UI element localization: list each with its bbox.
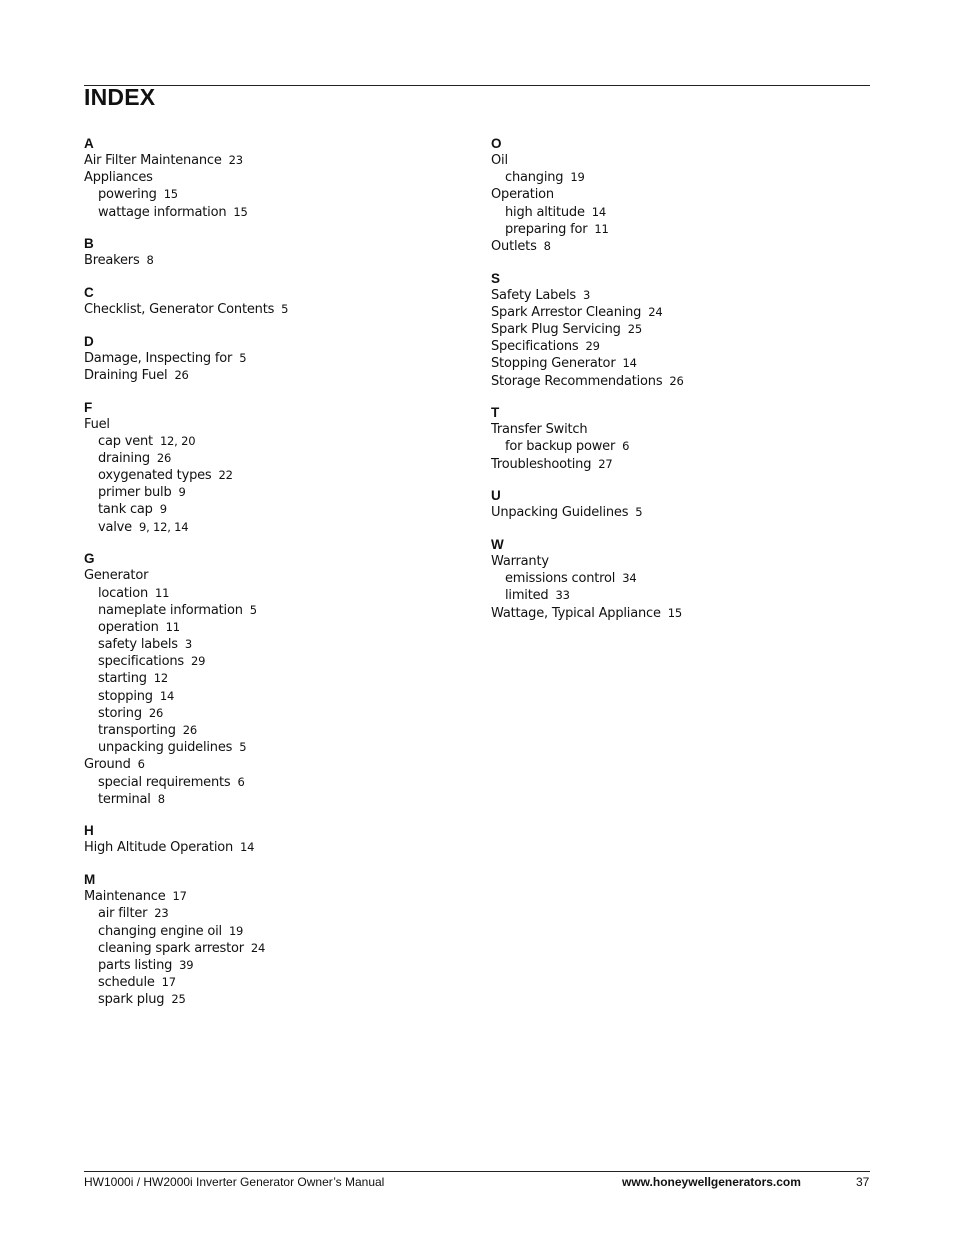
entry-page-numbers: 15 (233, 204, 248, 219)
entry-page-numbers: 26 (174, 367, 189, 382)
index-subentry (491, 221, 881, 238)
index-section-b (84, 236, 474, 269)
entry-page-numbers: 17 (172, 889, 187, 904)
index-subentry (84, 974, 474, 991)
entry-text: Outlets (491, 238, 537, 254)
entry-text: safety labels (98, 637, 178, 653)
entry-page-numbers: 14 (240, 840, 255, 855)
index-entry (84, 888, 474, 905)
index-subentry (491, 587, 881, 604)
index-entry (84, 367, 474, 384)
index-subentry (84, 722, 474, 739)
section-letter: D (84, 333, 94, 349)
section-letter: M (84, 872, 96, 888)
entry-page-numbers: 14 (591, 204, 606, 219)
entry-page-numbers: 5 (239, 350, 247, 365)
index-subentry (84, 619, 474, 636)
entry-page-numbers: 5 (239, 740, 247, 755)
entry-page-numbers: 3 (184, 637, 192, 652)
entry-text: stopping (98, 688, 153, 704)
entry-page-numbers: 19 (228, 923, 244, 938)
index-section-a (84, 136, 474, 221)
entry-text: Appliances (84, 170, 153, 186)
index-entry (491, 373, 881, 390)
entry-text: changing (505, 170, 564, 186)
entry-page-numbers: 14 (622, 356, 637, 371)
index-entry (84, 152, 474, 169)
index-entry (491, 287, 881, 304)
index-subentry (84, 957, 474, 974)
entry-page-numbers: 25 (627, 322, 642, 336)
entry-text: Operation (491, 187, 554, 203)
index-section-u (491, 488, 881, 521)
entry-text: Oil (491, 153, 508, 168)
entry-page-numbers: 14 (159, 688, 175, 703)
entry-text: cap vent (98, 433, 153, 449)
entry-text: draining (98, 450, 150, 466)
section-letter: O (491, 136, 502, 151)
index-entry (491, 321, 881, 338)
entry-page-numbers: 22 (218, 468, 233, 483)
entry-text: Draining Fuel (84, 367, 168, 383)
entry-page-numbers: 26 (182, 723, 198, 737)
entry-page-numbers: 33 (555, 588, 570, 603)
index-subentry (84, 653, 474, 670)
index-entry (84, 756, 474, 773)
entry-text: limited (505, 588, 549, 604)
entry-text: spark plug (98, 992, 165, 1008)
index-subentry (84, 602, 474, 619)
entry-text: Stopping Generator (491, 356, 616, 372)
top-rule (84, 85, 870, 86)
entry-text: Fuel (84, 416, 110, 432)
index-column-right (491, 136, 881, 637)
entry-page-numbers: 3 (582, 287, 591, 302)
entry-page-numbers: 15 (163, 187, 178, 202)
entry-text: Air Filter Maintenance (84, 153, 222, 168)
entry-text: Breakers (84, 253, 140, 269)
entry-text: operation (98, 619, 159, 635)
entry-page-numbers: 17 (161, 975, 176, 990)
entry-page-numbers: 12 (153, 671, 169, 686)
index-subentry (84, 519, 474, 536)
index-subentry (84, 450, 474, 467)
entry-text: Spark Plug Servicing (491, 322, 621, 337)
index-entry (491, 355, 881, 372)
entry-page-numbers: 26 (156, 450, 172, 465)
entry-page-numbers: 39 (179, 957, 194, 972)
index-section-o (491, 136, 881, 255)
entry-page-numbers: 23 (154, 906, 169, 921)
entry-page-numbers: 5 (281, 301, 289, 316)
entry-text: emissions control (505, 571, 616, 587)
entry-text: changing engine oil (98, 923, 222, 939)
index-subentry (84, 204, 474, 221)
index-section-c (84, 285, 474, 318)
entry-text: high altitude (505, 204, 585, 220)
index-entry (491, 304, 881, 321)
entry-page-numbers: 15 (667, 605, 683, 620)
entry-text: Generator (84, 568, 149, 584)
index-subentry (84, 484, 474, 501)
index-section-g (84, 551, 474, 808)
entry-text: Specifications (491, 339, 579, 355)
entry-text: nameplate information (98, 602, 243, 618)
entry-page-numbers: 8 (543, 238, 551, 253)
index-entry (491, 605, 881, 622)
entry-page-numbers: 11 (154, 585, 170, 600)
section-letter: W (491, 537, 504, 552)
footer-page-number: 37 (856, 1175, 870, 1189)
index-section-d (84, 334, 474, 384)
entry-text: starting (98, 671, 147, 687)
entry-text: for backup power (505, 439, 616, 455)
index-subentry (84, 705, 474, 722)
section-letter: S (491, 270, 501, 286)
section-letter: F (84, 399, 93, 415)
index-entry (491, 456, 881, 473)
section-letter: A (84, 136, 94, 151)
entry-page-numbers: 9 (178, 485, 186, 500)
entry-text: powering (98, 187, 157, 203)
entry-page-numbers: 27 (598, 456, 613, 471)
index-entry (84, 252, 474, 269)
entry-page-numbers: 12, 20 (159, 433, 196, 448)
entry-text: Safety Labels (491, 287, 576, 303)
entry-text: Warranty (491, 554, 549, 569)
page-title: INDEX (84, 84, 156, 110)
index-subentry (84, 467, 474, 484)
index-entry (491, 553, 881, 570)
index-subentry (84, 501, 474, 518)
entry-text: Transfer Switch (491, 422, 588, 438)
entry-text: Damage, Inspecting for (84, 350, 233, 366)
index-entry (84, 169, 474, 186)
entry-page-numbers: 9, 12, 14 (138, 519, 189, 534)
index-subentry (84, 739, 474, 756)
entry-text: tank cap (98, 502, 153, 518)
index-subentry (84, 433, 474, 450)
entry-page-numbers: 6 (622, 439, 630, 454)
index-subentry (491, 204, 881, 221)
entry-page-numbers: 8 (157, 791, 165, 806)
entry-page-numbers: 5 (249, 602, 257, 617)
entry-text: schedule (98, 975, 155, 991)
entry-text: Spark Arrestor Cleaning (491, 304, 642, 320)
index-subentry (84, 991, 474, 1008)
index-entry (84, 839, 474, 856)
entry-page-numbers: 24 (250, 940, 266, 955)
index-entry (84, 301, 474, 318)
index-section-w (491, 537, 881, 622)
section-letter: U (491, 488, 501, 504)
entry-page-numbers: 11 (165, 619, 180, 634)
index-entry (491, 238, 881, 255)
index-subentry (491, 438, 881, 455)
entry-page-numbers: 26 (148, 705, 164, 720)
index-section-f (84, 400, 474, 536)
entry-page-numbers: 25 (171, 992, 186, 1007)
index-subentry (84, 670, 474, 687)
index-section-m (84, 872, 474, 1008)
entry-text: Ground (84, 757, 131, 773)
entry-text: oxygenated types (98, 468, 212, 484)
entry-text: air filter (98, 906, 148, 922)
entry-text: Maintenance (84, 889, 166, 905)
footer-website: www.honeywellgenerators.com (622, 1175, 801, 1189)
section-letter: B (84, 236, 94, 252)
entry-page-numbers: 5 (635, 505, 643, 520)
entry-text: unpacking guidelines (98, 740, 233, 756)
index-subentry (84, 774, 474, 791)
index-section-t (491, 405, 881, 473)
index-subentry (491, 570, 881, 587)
index-entry (491, 504, 881, 521)
entry-page-numbers: 34 (622, 571, 637, 586)
index-subentry (491, 169, 881, 186)
index-entry (491, 338, 881, 355)
section-letter: C (84, 284, 94, 300)
index-subentry (84, 186, 474, 203)
entry-text: location (98, 585, 148, 601)
entry-text: specifications (98, 654, 184, 670)
entry-text: preparing for (505, 221, 588, 237)
section-letter: G (84, 551, 95, 567)
bottom-rule (84, 1171, 870, 1172)
entry-page-numbers: 6 (237, 774, 245, 789)
index-subentry (84, 791, 474, 808)
entry-page-numbers: 29 (585, 339, 600, 354)
entry-page-numbers: 29 (190, 654, 206, 669)
entry-text: Wattage, Typical Appliance (491, 605, 661, 621)
entry-text: Troubleshooting (491, 456, 592, 472)
entry-page-numbers: 9 (159, 502, 167, 517)
index-section-s (491, 271, 881, 390)
index-subentry (84, 905, 474, 922)
entry-page-numbers: 19 (570, 170, 585, 185)
index-subentry (84, 636, 474, 653)
entry-text: terminal (98, 791, 151, 807)
index-subentry (84, 940, 474, 957)
entry-text: Checklist, Generator Contents (84, 301, 275, 317)
index-subentry (84, 923, 474, 940)
section-letter: T (491, 405, 500, 421)
index-entry (84, 350, 474, 367)
index-section-h (84, 823, 474, 856)
entry-text: primer bulb (98, 485, 172, 501)
index-column-left (84, 136, 474, 1024)
entry-text: Unpacking Guidelines (491, 505, 629, 521)
entry-page-numbers: 6 (137, 757, 145, 772)
entry-text: storing (98, 705, 142, 721)
entry-text: High Altitude Operation (84, 840, 234, 856)
index-entry (491, 421, 881, 438)
footer-manual-title: HW1000i / HW2000i Inverter Generator Owner’s Manual (84, 1175, 385, 1189)
entry-page-numbers: 8 (146, 253, 154, 268)
entry-page-numbers: 23 (228, 153, 243, 167)
index-entry (84, 567, 474, 584)
entry-text: transporting (98, 723, 176, 738)
entry-text: valve (98, 519, 132, 535)
entry-page-numbers: 24 (648, 304, 663, 319)
index-subentry (84, 585, 474, 602)
entry-text: wattage information (98, 204, 227, 220)
entry-page-numbers: 26 (669, 373, 684, 388)
entry-text: parts listing (98, 957, 173, 973)
index-entry (491, 186, 881, 203)
index-entry (491, 152, 881, 169)
entry-text: Storage Recommendations (491, 373, 663, 389)
entry-text: special requirements (98, 774, 231, 790)
entry-page-numbers: 11 (594, 221, 609, 236)
index-entry (84, 416, 474, 433)
section-letter: H (84, 823, 94, 839)
index-subentry (84, 688, 474, 705)
entry-text: cleaning spark arrestor (98, 940, 244, 956)
